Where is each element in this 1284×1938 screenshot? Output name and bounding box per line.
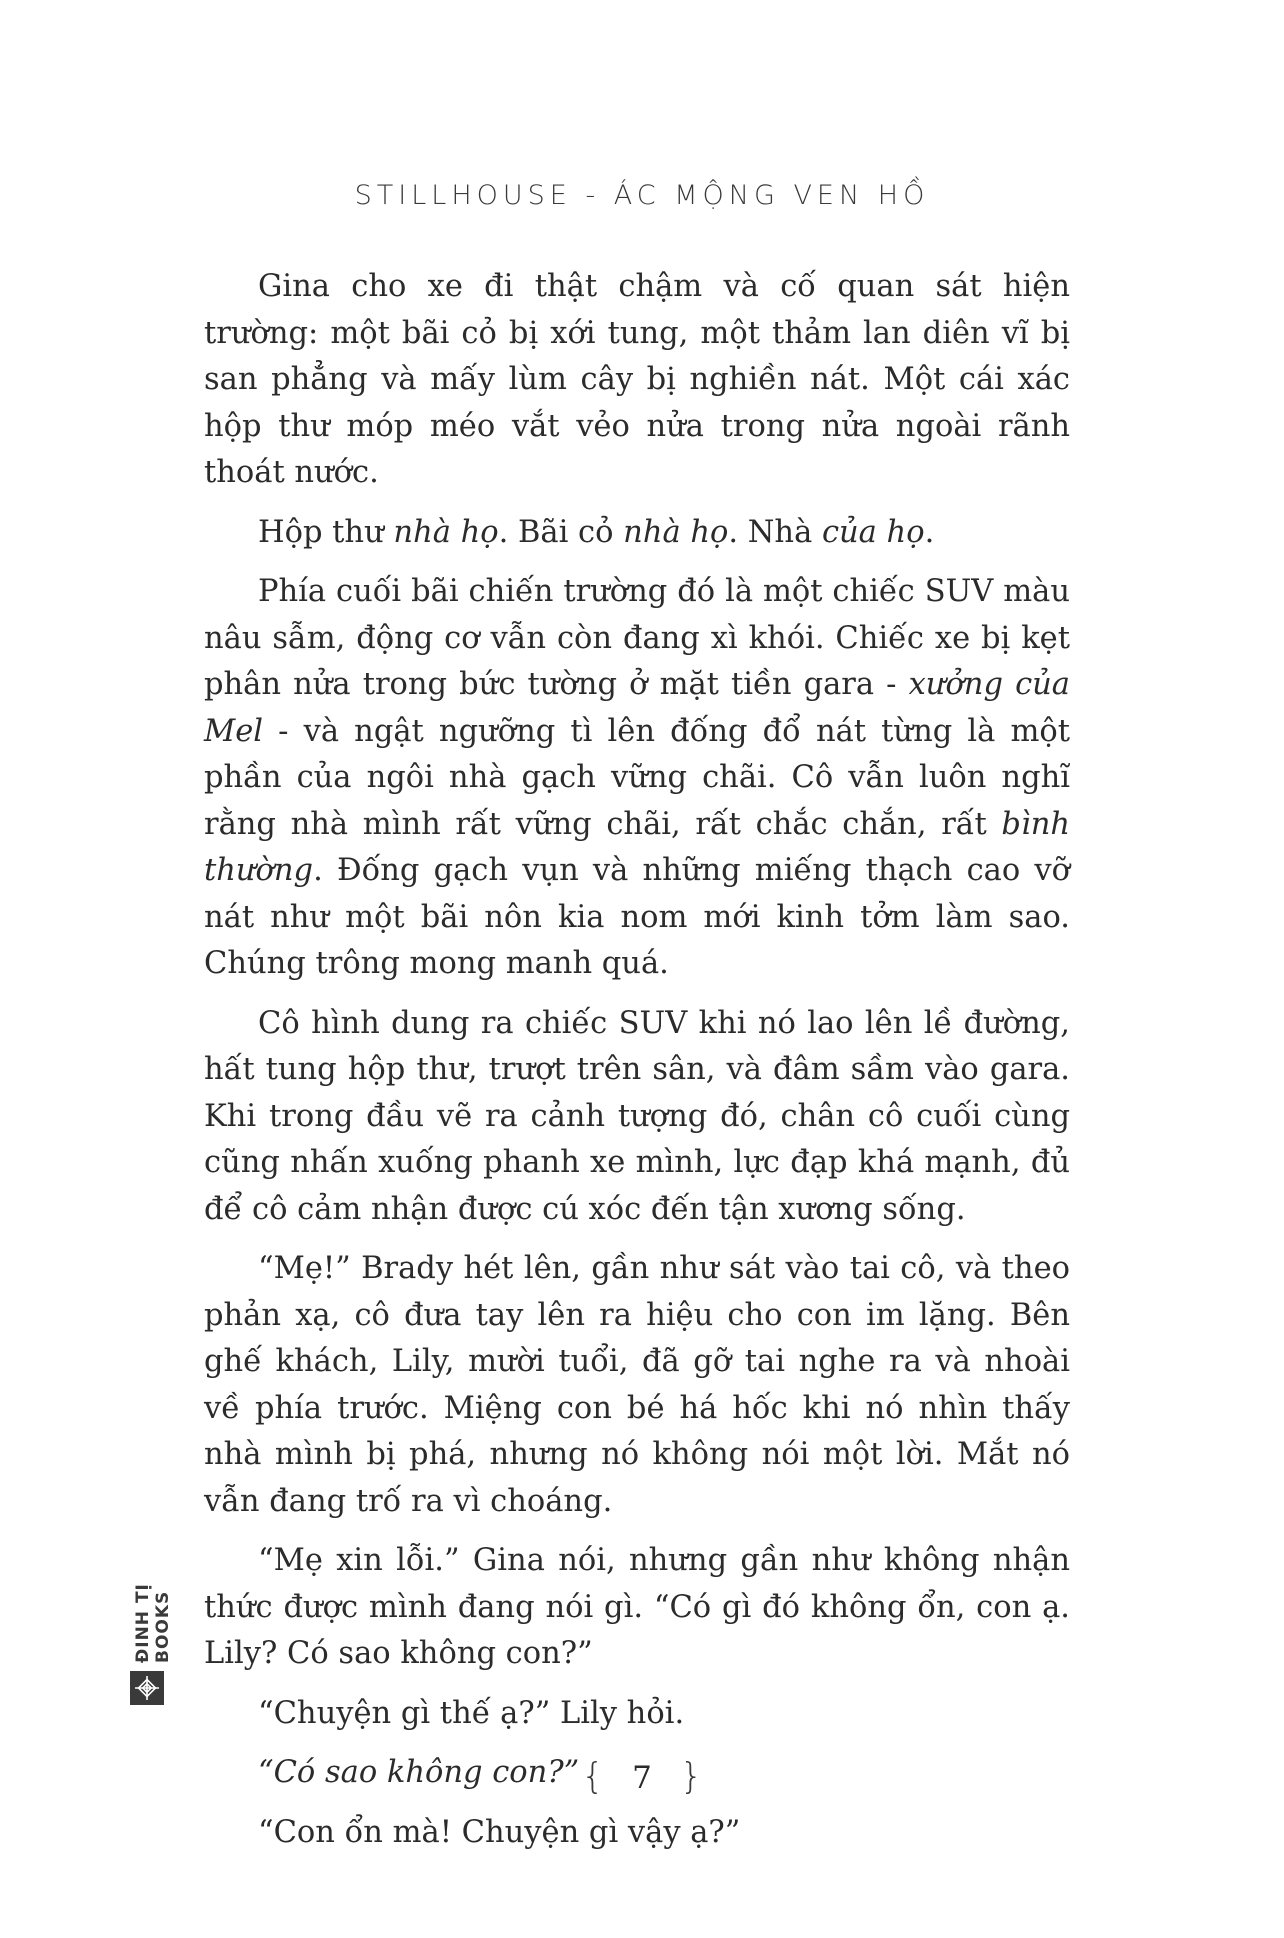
paragraph-3 (204, 569, 1070, 988)
publisher-name: ĐINH TỊ BOOKS (133, 1583, 173, 1663)
paragraph-6 (204, 1538, 1070, 1678)
text-run: . Bãi cỏ (498, 514, 624, 550)
text-run: Cô hình dung ra chiếc SUV khi nó lao lên lề đường, hất tung hộp thư, trượt trên sân, và đâm sầm vào gara. Khi trong đầu vẽ ra cảnh tượng đó, chân cô cuối cùng cũng nhấn xuống phanh xe mình, lực đạp khá mạnh, đủ để cô cảm nhận được cú xóc đến tận xương sống. (204, 1005, 1070, 1227)
page-number-value: 7 (632, 1760, 652, 1796)
text-run: “Có sao không con?” (258, 1755, 580, 1790)
running-head: STILLHOUSE - ÁC MỘNG VEN HỒ (354, 180, 930, 211)
text-run: . (924, 514, 935, 550)
paragraph-7 (204, 1691, 1070, 1738)
paragraph-9 (204, 1810, 1070, 1857)
text-run: xưởng của Mel (204, 667, 1070, 749)
publisher-mark (130, 1530, 173, 1705)
text-run: Hộp thư (258, 514, 394, 550)
text-run: “Mẹ xin lỗi.” Gina nói, nhưng gần như không nhận thức được mình đang nói gì. “Có gì đó không ổn, con ạ. Lily? Có sao không con?” (204, 1543, 1070, 1671)
text-run: . Nhà (728, 514, 822, 550)
text-run: “Chuyện gì thế ạ?” Lily hỏi. (258, 1695, 685, 1731)
paragraph-5 (204, 1246, 1070, 1525)
text-run: “Mẹ!” Brady hét lên, gần như sát vào tai cô, và theo phản xạ, cô đưa tay lên ra hiệu cho con im lặng. Bên ghế khách, Lily, mười tuổi, đã gỡ tai nghe ra và nhoài về phía trước. Miệng con bé há hốc khi nó nhìn thấy nhà mình bị phá, nhưng nó không nói một lời. Mắt nó vẫn đang trố ra vì choáng. (204, 1251, 1070, 1519)
text-run: nhà họ (623, 514, 729, 550)
paragraph-2 (204, 510, 1070, 557)
text-run: - và ngật ngưỡng tì lên đống đổ nát từng là một phần của ngôi nhà gạch vững chãi. Cô vẫn luôn nghĩ rằng nhà mình rất vững chãi, rất chắc chắn, rất (204, 713, 1070, 842)
text-run: bình thường (204, 806, 1070, 888)
text-run: Phía cuối bãi chiến trường đó là một chiếc SUV màu nâu sẫm, động cơ vẫn còn đang xì khói. Chiếc xe bị kẹt phân nửa trong bức tường ở mặt tiền gara - (204, 574, 1070, 702)
text-run: nhà họ (393, 514, 499, 550)
left-brace-icon: { (581, 1756, 605, 1797)
text-run: của họ (821, 514, 925, 550)
paragraph-1 (204, 264, 1070, 497)
paragraph-4 (204, 1001, 1070, 1234)
body-text (204, 264, 1070, 1869)
text-run: . Đống gạch vụn và những miếng thạch cao vỡ nát như một bãi nôn kia nom mới kinh tởm làm sao. Chúng trông mong manh quá. (204, 853, 1070, 981)
right-brace-icon: } (679, 1756, 703, 1797)
text-run: “Con ổn mà! Chuyện gì vậy ạ?” (258, 1814, 741, 1850)
publisher-logo-icon (130, 1671, 164, 1705)
page-number (0, 1756, 1284, 1797)
text-run: Gina cho xe đi thật chậm và cố quan sát hiện trường: một bãi cỏ bị xới tung, một thảm lan diên vĩ bị san phẳng và mấy lùm cây bị nghiền nát. Một cái xác hộp thư móp méo vắt vẻo nửa trong nửa ngoài rãnh thoát nước. (204, 269, 1070, 490)
